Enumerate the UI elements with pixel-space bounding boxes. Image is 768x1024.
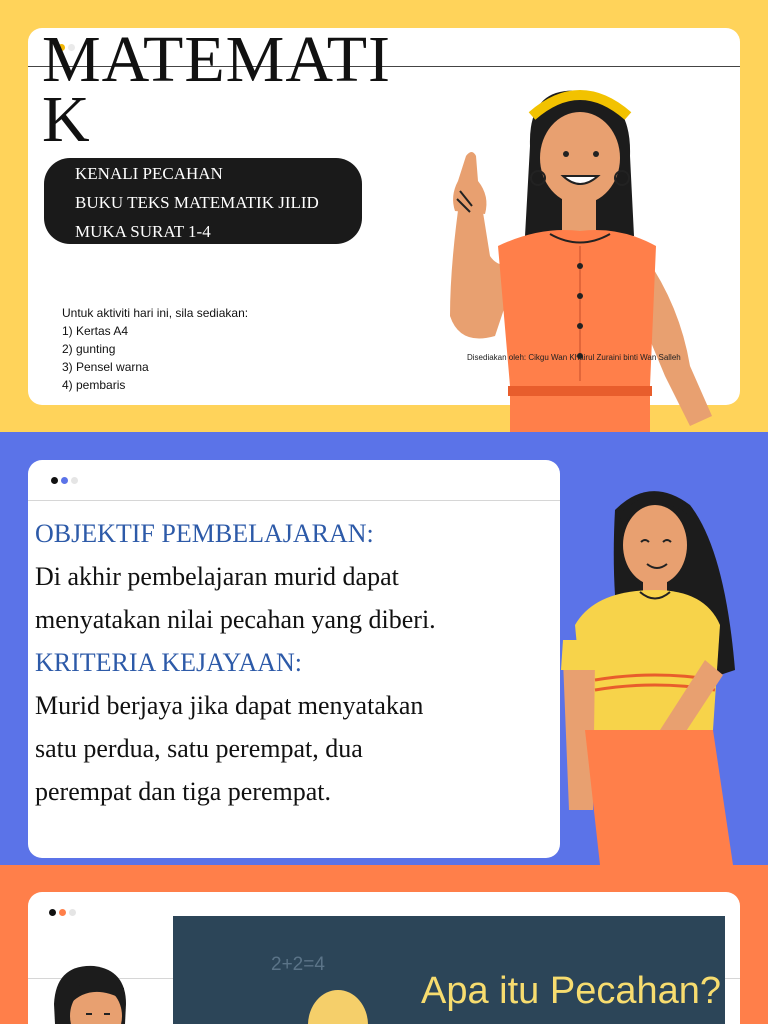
topic-line: KENALI PECAHAN: [75, 164, 223, 183]
slide-title: MATEMATIK: [42, 28, 391, 156]
material-item: 1) Kertas A4: [62, 324, 129, 338]
objectives-text: [35, 512, 436, 813]
criteria-line: Murid berjaya jika dapat menyatakan: [35, 691, 424, 720]
criteria-line: satu perdua, satu perempat, dua: [35, 734, 363, 763]
material-item: 2) gunting: [62, 342, 116, 356]
material-item: 4) pembaris: [62, 378, 126, 392]
dot-icon: [51, 477, 58, 484]
slide-3: [0, 865, 768, 1024]
student-illustration: [555, 480, 765, 865]
dot-icon: [71, 477, 78, 484]
topic-pill: [44, 158, 362, 244]
topic-line: MUKA SURAT 1-4: [75, 222, 211, 241]
slide-1: [0, 0, 768, 432]
teacher-illustration: [420, 86, 730, 432]
materials-intro: Untuk aktiviti hari ini, sila sediakan:: [62, 306, 249, 320]
head-shape: [308, 990, 368, 1024]
criteria-heading: KRITERIA KEJAYAAN:: [35, 648, 302, 677]
criteria-line: perempat dan tiga perempat.: [35, 777, 331, 806]
boy-illustration: [46, 964, 136, 1024]
credit-text: Disediakan oleh: Cikgu Wan Khairul Zuraini binti Wan Salleh: [467, 353, 681, 362]
materials-list: [62, 304, 248, 394]
objective-line: Di akhir pembelajaran murid dapat: [35, 562, 399, 591]
chalkboard-title: Apa itu Pecahan?: [421, 970, 722, 1012]
dot-icon: [61, 477, 68, 484]
slide-2: [0, 432, 768, 865]
objective-heading: OBJEKTIF PEMBELAJARAN:: [35, 519, 374, 548]
dot-icon: [69, 909, 76, 916]
window-dots: [51, 477, 78, 484]
slide-3-card: [28, 892, 740, 1024]
dot-icon: [49, 909, 56, 916]
equation-text: 2+2=4: [271, 954, 325, 975]
dot-icon: [59, 909, 66, 916]
header-rule: [28, 500, 560, 501]
objective-line: menyatakan nilai pecahan yang diberi.: [35, 605, 436, 634]
window-dots: [49, 909, 76, 916]
chalkboard: [173, 916, 725, 1024]
topic-line: BUKU TEKS MATEMATIK JILID: [75, 193, 319, 212]
slide-2-card: [28, 460, 560, 858]
material-item: 3) Pensel warna: [62, 360, 149, 374]
